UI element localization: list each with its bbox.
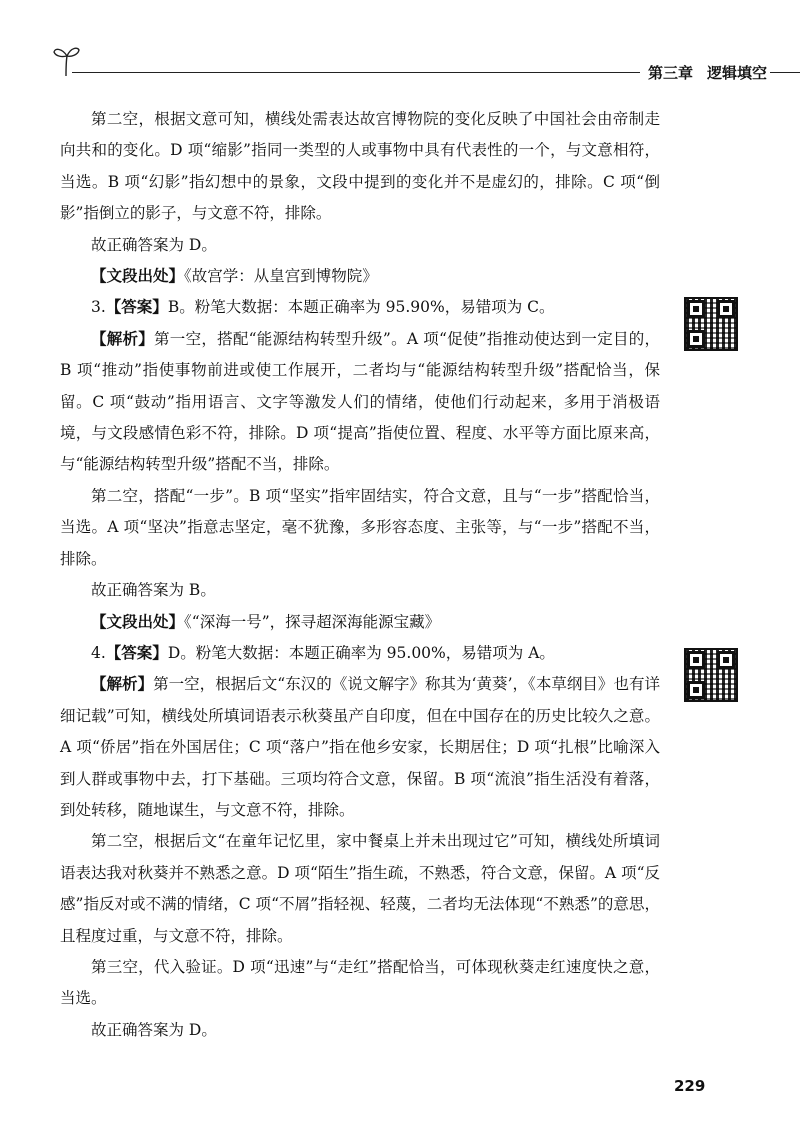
page-number: 229 <box>674 1077 706 1095</box>
paragraph: 第二空，根据文意可知，横线处需表达故宫博物院的变化反映了中国社会由帝制走向共和的变化。D 项“缩影”指同一类型的人或事物中具有代表性的一个，与文意相符，当选。B 项“幻影”指幻想中的景象，文段中提到的变化并不是虚幻的，排除。C 项“倒影”指倒立的影子，与文意不符，排除。 <box>60 110 660 223</box>
analysis-paragraph: 【解析】第一空，根据后文“东汉的《说文解字》称其为‘黄葵’，《本草纲目》也有详细记载”可知，横线处所填词语表示秋葵虽产自印度，但在中国存在的历史比较久之意。A 项“侨居”指在外国居住；C 项“落户”指在他乡安家，长期居住；D 项“扎根”比喻深入到人群或事物中去，打下基础。三项均符合文意，保留。B 项“流浪”指生活没有着落，到处转移，随地谋生，与文意不符，排除。 <box>60 675 660 819</box>
question-number: 3. <box>91 298 106 317</box>
paragraph: 第二空，根据后文“在童年记忆里，家中餐桌上并未出现过它”可知，横线处所填词语表达我对秋葵并不熟悉之意。D 项“陌生”指生疏，不熟悉，符合文意，保留。A 项“反感”指反对或不满的情绪，C 项“不屑”指轻视、轻蔑，二者均无法体现“不熟悉”的意思，且程度过重，与文意不符，排除。 <box>60 832 660 945</box>
source-tag: 【文段出处】 <box>91 267 185 286</box>
qr-code-question-3[interactable] <box>684 297 738 351</box>
paragraph: 第三空，代入验证。D 项“迅速”与“走红”搭配恰当，可体现秋葵走红速度快之意，当选。 <box>60 957 660 1008</box>
paragraph: 故正确答案为 D。 <box>91 235 217 254</box>
answer-line: 4.【答案】D。粉笔大数据：本题正确率为 95.00%，易错项为 A。 <box>91 643 555 662</box>
source-line: 【文段出处】《故宫学：从皇宫到博物院》 <box>91 267 378 286</box>
paragraph: 第二空，搭配“一步”。B 项“坚实”指牢固结实，符合文意，且与“一步”搭配恰当，当选。A 项“坚决”指意志坚定，毫不犹豫，多形容态度、主张等，与“一步”搭配不当，排除。 <box>60 486 660 568</box>
question-number: 4. <box>91 643 106 662</box>
chapter-number: 第三章 <box>648 64 694 82</box>
paragraph: 故正确答案为 B。 <box>91 581 216 600</box>
header-rule-end <box>770 72 800 73</box>
answer-tag: 【答案】 <box>105 643 168 662</box>
chapter-title: 逻辑填空 <box>707 64 768 82</box>
running-header <box>52 42 800 82</box>
paragraph: 故正确答案为 D。 <box>91 1020 217 1039</box>
answer-tag: 【答案】 <box>105 298 168 317</box>
page-body <box>60 104 660 1046</box>
source-tag: 【文段出处】 <box>91 612 185 631</box>
source-line: 【文段出处】《“深海一号”，探寻超深海能源宝藏》 <box>91 612 441 631</box>
analysis-paragraph: 【解析】第一空，搭配“能源结构转型升级”。A 项“促使”指推动使达到一定目的，B 项“推动”指使事物前进或使工作展开，二者均与“能源结构转型升级”搭配恰当，保留。C 项“鼓动”指用语言、文字等激发人们的情绪，使他们行动起来，多用于消极语境，与文段感情色彩不符，排除。D 项“提高”指使位置、程度、水平等方面比原来高，与“能源结构转型升级”搭配不当，排除。 <box>60 329 660 474</box>
analysis-tag: 【解析】 <box>91 329 155 348</box>
analysis-tag: 【解析】 <box>91 675 154 694</box>
qr-code-question-4[interactable] <box>684 648 738 702</box>
header-rule <box>72 72 640 73</box>
answer-line: 3.【答案】B。粉笔大数据：本题正确率为 95.90%，易错项为 C。 <box>91 298 555 317</box>
chapter-heading <box>648 62 767 83</box>
